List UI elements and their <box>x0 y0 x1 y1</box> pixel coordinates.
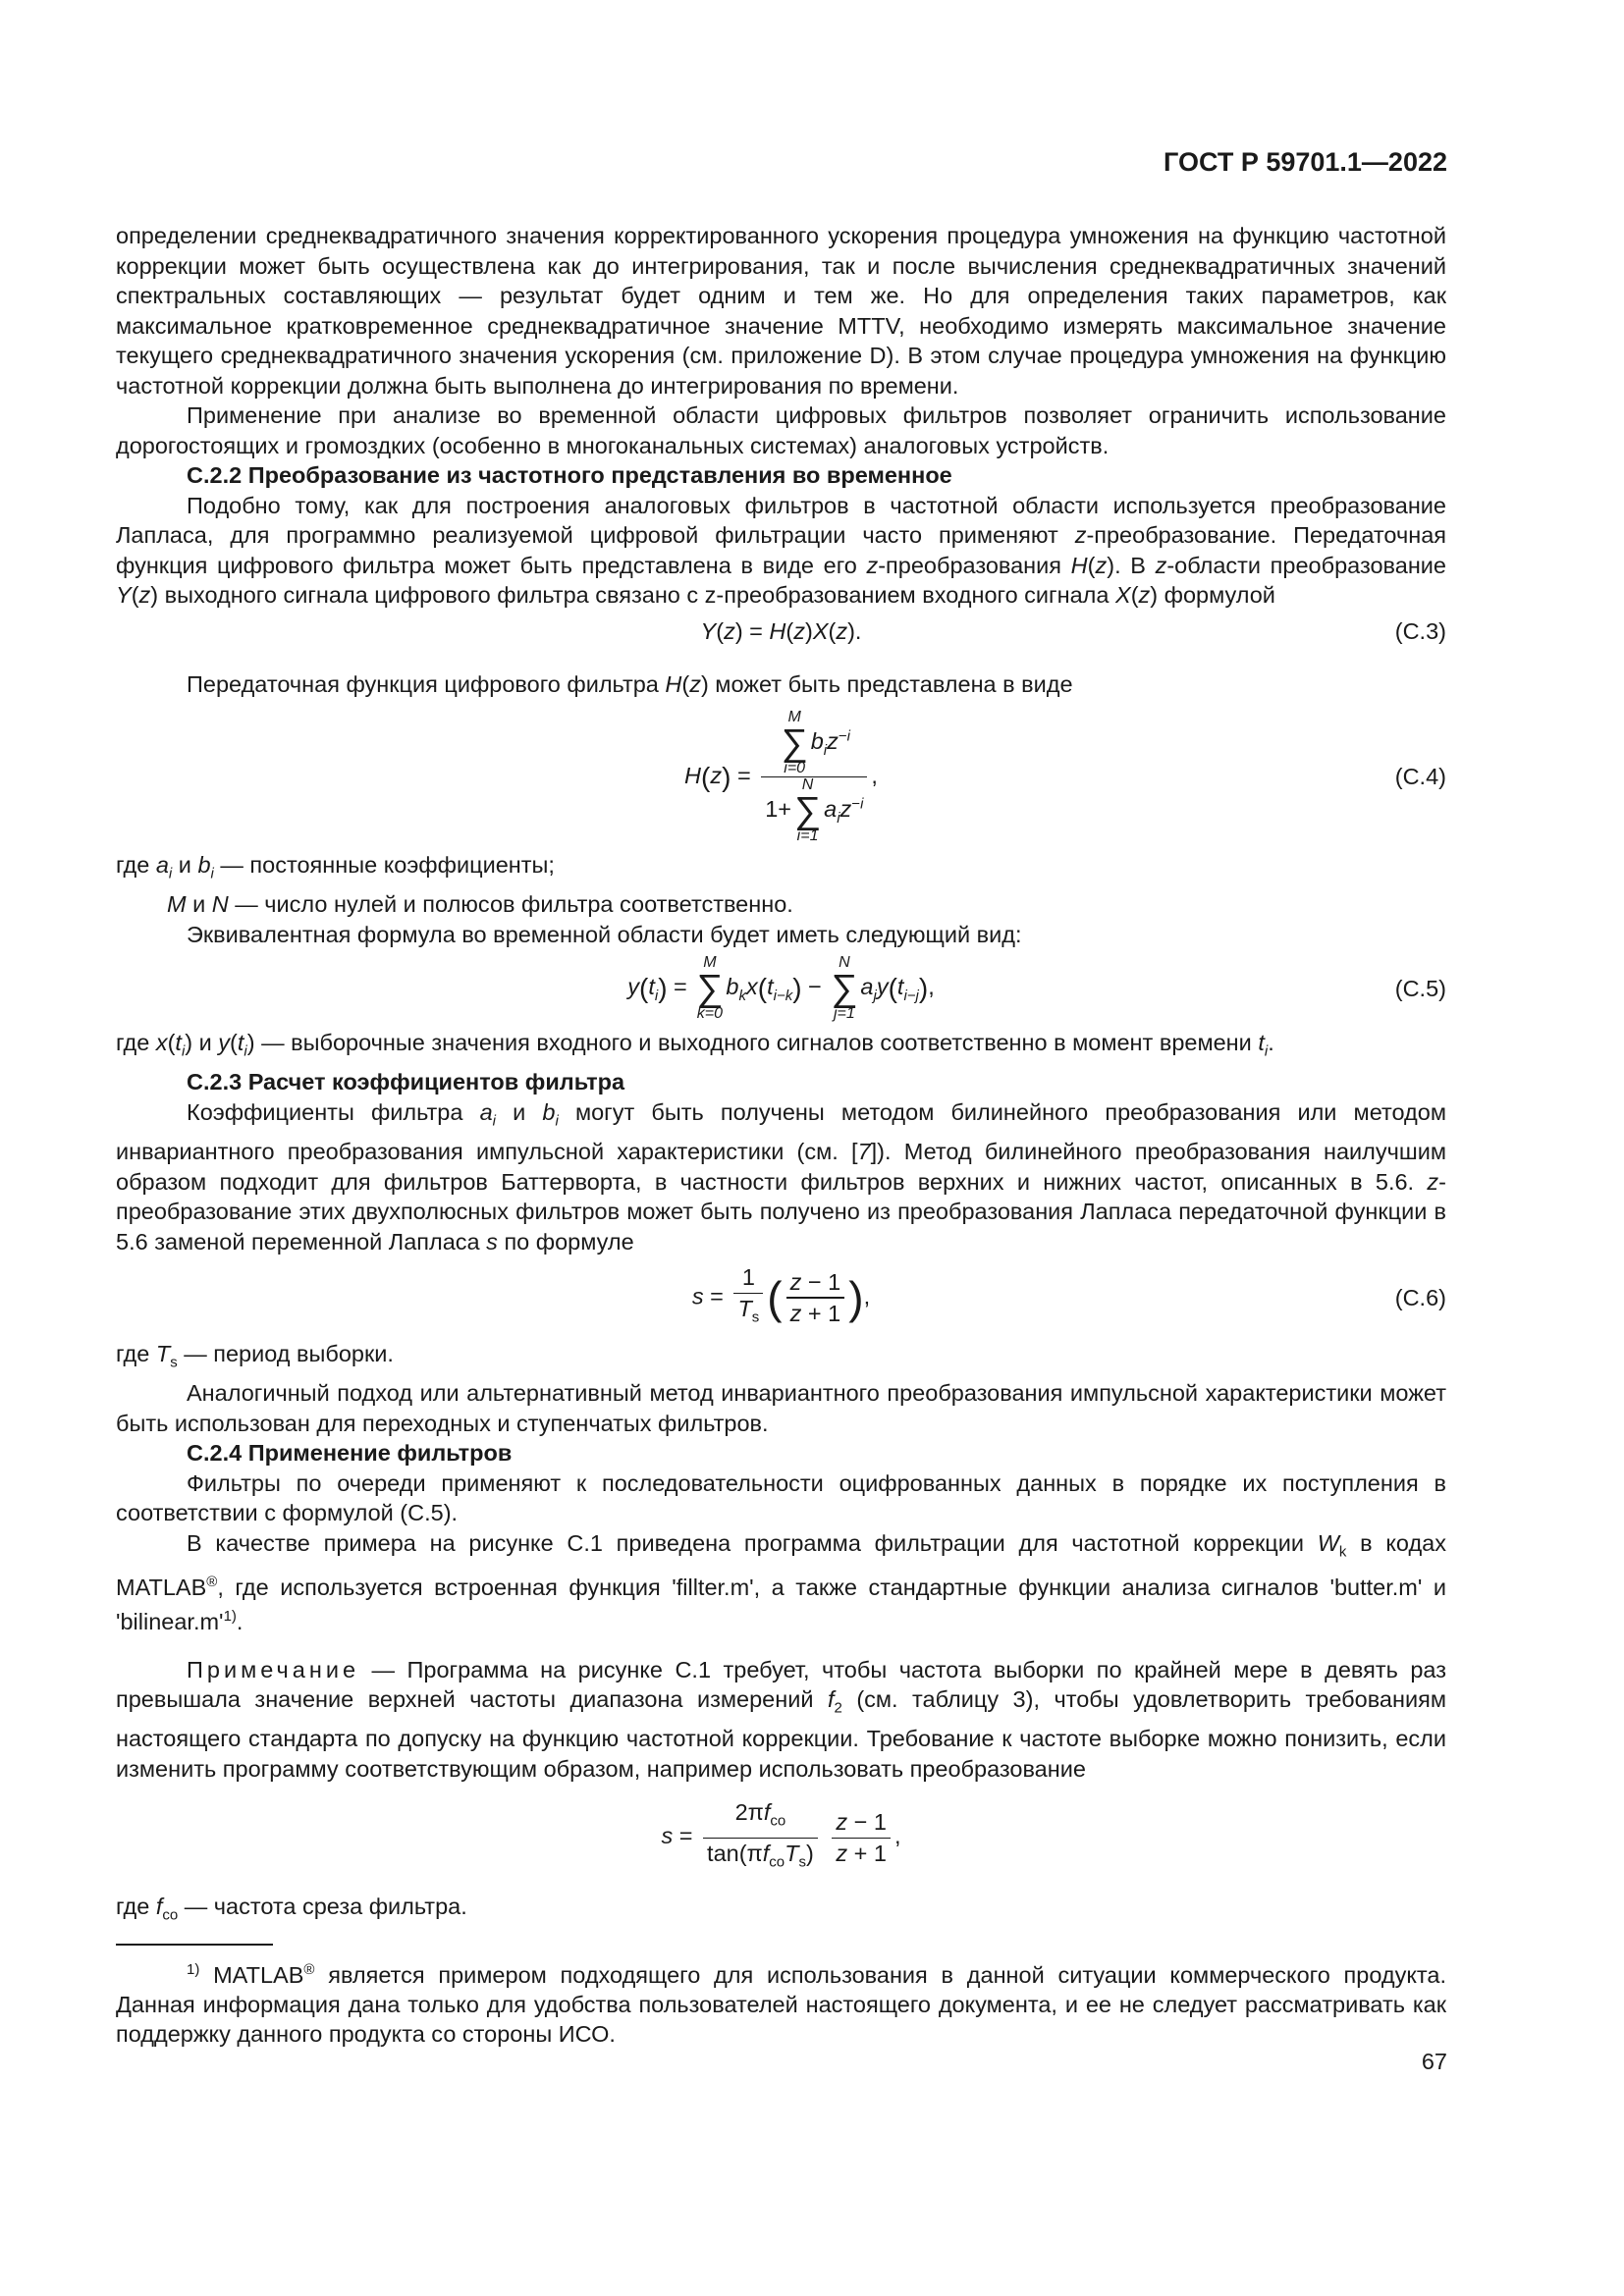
paragraph: Передаточная функция цифрового фильтра H(z) может быть представлена в виде <box>187 671 1073 697</box>
paragraph: где $f_{co}$ — частота среза фильтра. <box>116 1894 467 1925</box>
footnote: $^{1)}$ MATLAB® является примером подходящего для использования в данной ситуации коммерческого продукта. Данная информация дана только для удобства пользователей настоящего документа, и ее не следует рассматривать как поддержку данного продукта со стороны ИСО. <box>116 1961 1446 2047</box>
paragraph: где $T_s$ — период выборки. <box>116 1341 394 1371</box>
equation-number: (С.4) <box>1394 764 1446 789</box>
paragraph: Подобно тому, как для построения аналоговых фильтров в частотной области используется преобразование Лапласа, для программно реализуемой цифровой фильтрации часто применяют z-преобразование. Передаточная функция цифрового фильтра может быть представлена в виде его z-преобразования H(z). В z-области преобразование Y(z) выходного сигнала цифрового фильтра связано с z-преобразованием входного сигнала X(z) формулой <box>116 492 1446 608</box>
equation-number: (С.6) <box>1394 1284 1446 1310</box>
paragraph: где $x(t_i)$ и $y(t_i)$ — выборочные значения входного и выходного сигналов соответственно в момент времени $t_i$. <box>116 1030 1274 1060</box>
paragraph: Коэффициенты фильтра $a_i$ и $b_i$ могут быть получены методом билинейного преобразования или методом инвариантного преобразования импульсной характеристики (см. [7]). Метод билинейного преобразования наилучшим образом подходит для фильтров Баттерворта, в частности фильтров верхних и нижних частот, описанных в 5.6. z-преобразование этих двухполюсных фильтров может быть получено из преобразования Лапласа передаточной функции в 5.6 заменой переменной Лапласа s по формуле <box>116 1098 1447 1255</box>
section-heading-c22: С.2.2 Преобразование из частотного представления во временное <box>187 462 952 488</box>
equation-c3: Y(z) = H(z)X(z). (С.3) <box>116 616 1446 647</box>
equation-c4: H(z) = M ∑ i=0 $b_iz^{-i}$ 1+ N ∑ i=1 $a_iz^{-i}$ , (С.4) <box>684 708 1446 844</box>
paragraph: M и N — число нулей и полюсов фильтра соответственно. <box>167 891 793 918</box>
page-number: 67 <box>1421 2049 1447 2074</box>
section-heading-c23: С.2.3 Расчет коэффициентов фильтра <box>187 1069 625 1095</box>
equation-number: (С.5) <box>1394 975 1446 1001</box>
paragraph: В качестве примера на рисунке С.1 приведена программа фильтрации для частотной коррекции $W_k$ в кодах MATLAB®, где используется встроенная функция 'fillter.m', а также стандартные функции анализа сигналов 'butter.m' и '$bilinear.m'^{1)}$. <box>116 1529 1446 1635</box>
footnote-mark: 1) <box>187 1961 200 1978</box>
paragraph: Фильтры по очереди применяют к последовательности оцифрованных данных в порядке их поступления в соответствии с формулой (С.5). <box>116 1469 1446 1526</box>
paragraph: Применение при анализе во временной области цифровых фильтров позволяет ограничить использование дорогостоящих и громоздких (особенно в многоканальных системах) аналоговых устройств. <box>116 402 1446 458</box>
section-heading-c24: С.2.4 Применение фильтров <box>187 1440 513 1467</box>
note-label: Примечание <box>187 1656 360 1682</box>
equation-number: (С.3) <box>1394 617 1446 644</box>
equation-c6: s = $\frac{1}{T_s}$ ( $\frac{z - 1}{z + 1}$ ), (С.6) <box>691 1264 1446 1326</box>
paragraph: Аналогичный подход или альтернативный метод инвариантного преобразования импульсной характеристики может быть использован для переходных и ступенчатых фильтров. <box>116 1380 1446 1436</box>
paragraph: определении среднеквадратичного значения корректированного ускорения процедура умножения на функцию частотной коррекции может быть осуществлена как до интегрирования, так и после вычисления среднеквадратичных значений спектральных составляющих — результат будет одним и тем же. Но для определения таких параметров, как максимальное кратковременное среднеквадратичное значение MTTV, необходимо измерять максимальное значение текущего среднеквадратичного значения ускорения (см. приложение D). В этом случае процедура умножения на функцию частотной коррекции должна быть выполнена до интегрирования по времени. <box>116 223 1446 399</box>
equation-note: s = $\frac{2\pi f_{co}}{\tan(\pi f_{co}T_s)}$ $\frac{z - 1}{z + 1}$ , <box>661 1799 901 1871</box>
footnote-rule <box>116 1944 273 1946</box>
page-body <box>116 221 1446 1932</box>
equation-c5: $y(t_i)$ = M ∑ k=0 $b_kx(t_{i-k})$ − N ∑ j=1 $a_jy(t_{i-j})$, (С.5) <box>627 954 1446 1023</box>
paragraph: Эквивалентная формула во временной области будет иметь следующий вид: <box>187 921 1022 947</box>
paragraph: где $a_i$ и $b_i$ — постоянные коэффициенты; <box>116 852 555 882</box>
note: Примечание — Программа на рисунке С.1 требует, чтобы частота выборки по крайней мере в девять раз превышала значение верхней частоты диапазона измерений $f_2$ (см. таблицу 3), чтобы удовлетворить требованиям настоящего стандарта по допуску на функцию частотной коррекции. Требование к частоте выборке можно понизить, если изменить программу соответствующим образом, например использовать преобразование <box>116 1656 1446 1782</box>
document-header: ГОСТ Р 59701.1—2022 <box>1164 147 1447 177</box>
